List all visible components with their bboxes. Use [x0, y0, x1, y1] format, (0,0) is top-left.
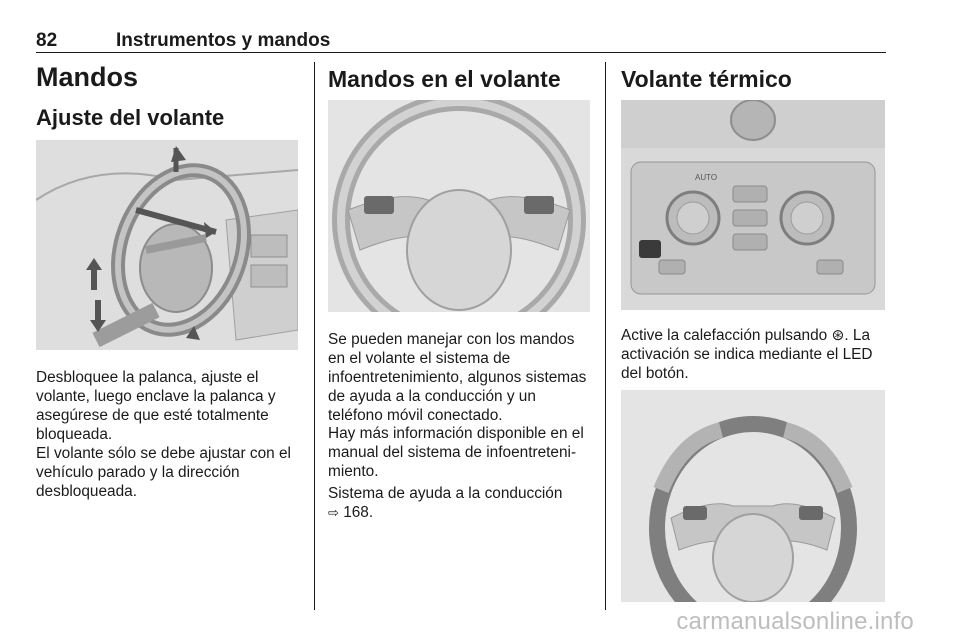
page-ref-icon: ⇨ [328, 506, 339, 521]
page-number: 82 [36, 30, 58, 51]
column-divider [314, 62, 315, 610]
chapter-title: Instrumentos y mandos [116, 30, 331, 51]
paragraph-ajuste-1: Desbloquee la palanca, ajuste el volante, luego enclave la palanca y asegúrese de que esté totalmente bloqueada. [36, 369, 276, 443]
steering-wheel-controls-illustration [328, 100, 590, 312]
reference-text: Sistema de ayuda a la conducción [328, 485, 563, 502]
steering-adjust-illustration [36, 140, 298, 350]
climate-panel-illustration [621, 100, 885, 310]
subsection-title-ajuste: Ajuste del volante [36, 105, 225, 130]
section-title-mandos: Mandos [36, 62, 139, 92]
page-header [36, 28, 886, 53]
panel-auto-label: AUTO [695, 173, 718, 182]
section-title-mandos-volante: Mandos en el volante [328, 66, 561, 92]
paragraph-mandos-2: Hay más información disponible en el manual del sistema de infoentretenimiento. [328, 425, 584, 480]
paragraph-mandos-1: Se pueden manejar con los mandos en el volante el sistema de infoentretenimiento, algunos sistemas de ayuda a la conducción y un teléfono móvil conectado. [328, 331, 587, 424]
cross-reference [328, 484, 592, 523]
watermark: carmanualsonline.info [676, 608, 914, 635]
heated-steering-wheel-illustration [621, 390, 885, 602]
column-divider [605, 62, 606, 610]
reference-page: 168. [343, 504, 374, 521]
section-title-volante-termico: Volante térmico [621, 66, 792, 92]
paragraph-ajuste-2: El volante sólo se debe ajustar con el vehículo parado y la dirección desbloqueada. [36, 445, 291, 500]
paragraph-volante-termico: Active la calefacción pulsando ⊛. La activación se indica mediante el LED del botón. [621, 327, 873, 382]
